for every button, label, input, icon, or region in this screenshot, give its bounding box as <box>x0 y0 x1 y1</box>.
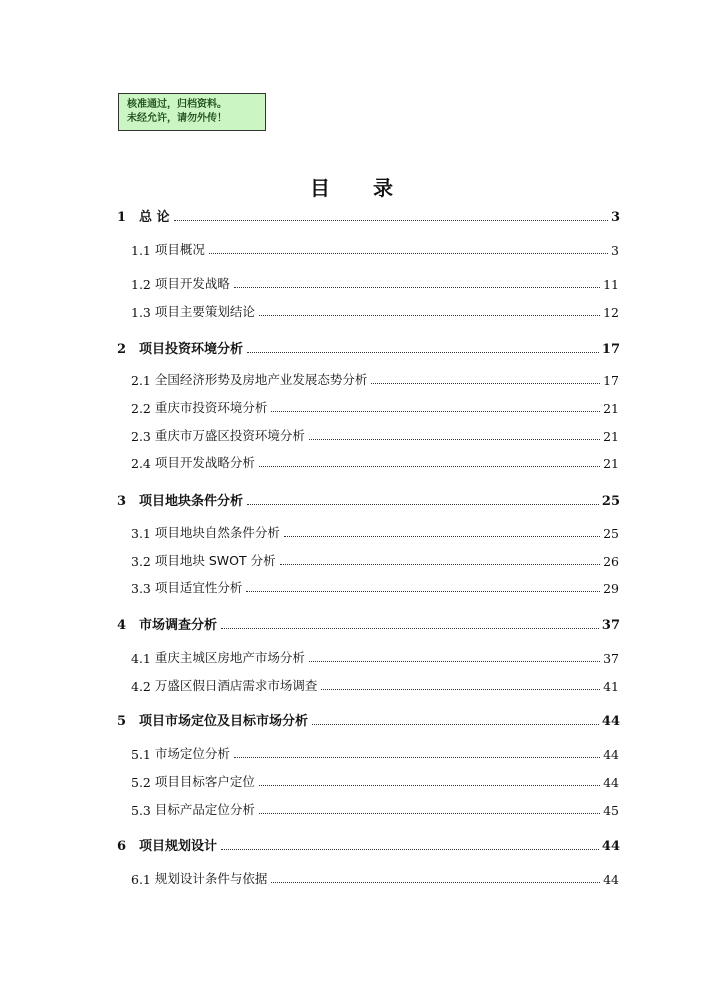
dot-leader <box>312 724 599 725</box>
toc-entry-1-3[interactable] <box>131 302 619 320</box>
dot-leader <box>174 220 608 221</box>
dot-leader <box>221 628 599 629</box>
toc-entry-5-3[interactable] <box>131 800 619 818</box>
toc-page: 25 <box>601 494 620 509</box>
toc-page: 29 <box>603 581 619 596</box>
toc-entry-2-4[interactable] <box>131 453 619 471</box>
toc-page: 3 <box>610 210 620 225</box>
toc-page: 44 <box>601 714 620 729</box>
toc-entry-4[interactable] <box>117 614 620 633</box>
toc-number: 1.2 <box>131 277 151 292</box>
toc-page: 11 <box>603 277 619 292</box>
toc-number: 5.2 <box>131 775 151 790</box>
toc-page: 44 <box>603 872 619 887</box>
toc-label: 项目开发战略分析 <box>154 455 255 470</box>
toc-number: 2.1 <box>131 373 151 388</box>
dot-leader <box>247 352 599 353</box>
stamp-line-2: 未经允许，请勿外传！ <box>127 113 227 124</box>
toc-label: 项目主要策划结论 <box>154 304 255 319</box>
toc-entry-2-2[interactable] <box>131 398 619 416</box>
toc-label: 重庆主城区房地产市场分析 <box>154 650 305 665</box>
toc-entry-1-1[interactable] <box>131 240 619 258</box>
dot-leader <box>221 849 599 850</box>
toc-number: 5.1 <box>131 747 151 762</box>
toc-page: 44 <box>603 775 619 790</box>
toc-number: 2.4 <box>131 456 151 471</box>
toc-entry-1[interactable] <box>117 206 620 225</box>
toc-number: 4.1 <box>131 651 151 666</box>
dot-leader <box>259 813 600 814</box>
toc-number: 1 <box>117 210 127 225</box>
toc-entry-2-3[interactable] <box>131 426 619 444</box>
toc-entry-2[interactable] <box>117 338 620 357</box>
dot-leader <box>259 466 600 467</box>
dot-leader <box>247 504 599 505</box>
toc-label: 项目规划设计 <box>139 839 218 854</box>
toc-number: 4 <box>117 618 127 633</box>
toc-label: 项目适宜性分析 <box>154 580 243 595</box>
toc-page: 26 <box>603 554 619 569</box>
dot-leader <box>259 785 600 786</box>
toc-page: 21 <box>603 401 619 416</box>
toc-page: 37 <box>601 618 620 633</box>
toc-page: 21 <box>603 429 619 444</box>
toc-entry-1-2[interactable] <box>131 274 619 292</box>
toc-page: 17 <box>601 342 620 357</box>
toc-page: 21 <box>603 456 619 471</box>
toc-label: 总 论 <box>139 210 170 225</box>
dot-leader <box>234 757 600 758</box>
toc-number: 3.1 <box>131 526 151 541</box>
toc-page: 45 <box>603 803 619 818</box>
toc-number: 1.1 <box>131 243 151 258</box>
toc-page: 12 <box>603 305 619 320</box>
toc-label: 项目地块 SWOT 分析 <box>154 553 276 568</box>
toc-label: 规划设计条件与依据 <box>154 871 268 886</box>
toc-number: 6.1 <box>131 872 151 887</box>
toc-entry-4-2[interactable] <box>131 676 619 694</box>
toc-page: 25 <box>603 526 619 541</box>
toc-page: 44 <box>603 747 619 762</box>
toc-entry-6[interactable] <box>117 835 620 854</box>
toc-entry-5-1[interactable] <box>131 744 619 762</box>
dot-leader <box>234 287 600 288</box>
toc-label: 全国经济形势及房地产业发展态势分析 <box>154 372 368 387</box>
toc-label: 项目地块自然条件分析 <box>154 525 280 540</box>
toc-number: 5.3 <box>131 803 151 818</box>
toc-entry-3-2[interactable] <box>131 551 619 569</box>
dot-leader <box>309 439 600 440</box>
toc-entry-4-1[interactable] <box>131 648 619 666</box>
dot-leader <box>271 882 600 883</box>
toc-number: 3.3 <box>131 581 151 596</box>
dot-leader <box>284 536 600 537</box>
toc-page: 41 <box>603 679 619 694</box>
toc-number: 5 <box>117 714 127 729</box>
toc-label: 万盛区假日酒店需求市场调查 <box>154 678 318 693</box>
toc-entry-5-2[interactable] <box>131 772 619 790</box>
toc-label: 项目市场定位及目标市场分析 <box>139 714 309 729</box>
page-title: 目 录 <box>310 176 411 200</box>
toc-page: 37 <box>603 651 619 666</box>
approval-stamp <box>118 93 266 131</box>
dot-leader <box>371 383 600 384</box>
toc-number: 1.3 <box>131 305 151 320</box>
toc-page: 44 <box>601 839 620 854</box>
toc-label: 项目开发战略 <box>154 276 230 291</box>
dot-leader <box>309 661 600 662</box>
toc-label: 项目投资环境分析 <box>139 342 244 357</box>
toc-label: 项目地块条件分析 <box>139 494 244 509</box>
dot-leader <box>280 564 600 565</box>
toc-label: 项目概况 <box>154 242 205 257</box>
dot-leader <box>271 411 600 412</box>
toc-entry-5[interactable] <box>117 710 620 729</box>
toc-number: 6 <box>117 839 127 854</box>
toc-label: 市场定位分析 <box>154 746 230 761</box>
toc-entry-3-3[interactable] <box>131 578 619 596</box>
toc-entry-2-1[interactable] <box>131 370 619 388</box>
stamp-line-1: 核准通过，归档资料。 <box>127 99 227 110</box>
toc-number: 2 <box>117 342 127 357</box>
toc-entry-3-1[interactable] <box>131 523 619 541</box>
toc-number: 3.2 <box>131 554 151 569</box>
toc-label: 目标产品定位分析 <box>154 802 255 817</box>
dot-leader <box>321 689 600 690</box>
toc-number: 4.2 <box>131 679 151 694</box>
toc-entry-3[interactable] <box>117 490 620 509</box>
toc-number: 3 <box>117 494 127 509</box>
dot-leader <box>259 315 600 316</box>
toc-label: 市场调查分析 <box>139 618 218 633</box>
dot-leader <box>246 591 600 592</box>
toc-entry-6-1[interactable] <box>131 869 619 887</box>
toc-number: 2.2 <box>131 401 151 416</box>
toc-page: 17 <box>603 373 619 388</box>
toc-page: 3 <box>611 243 619 258</box>
toc-label: 重庆市投资环境分析 <box>154 400 268 415</box>
dot-leader <box>209 253 608 254</box>
toc-label: 重庆市万盛区投资环境分析 <box>154 428 305 443</box>
toc-label: 项目目标客户定位 <box>154 774 255 789</box>
toc-number: 2.3 <box>131 429 151 444</box>
